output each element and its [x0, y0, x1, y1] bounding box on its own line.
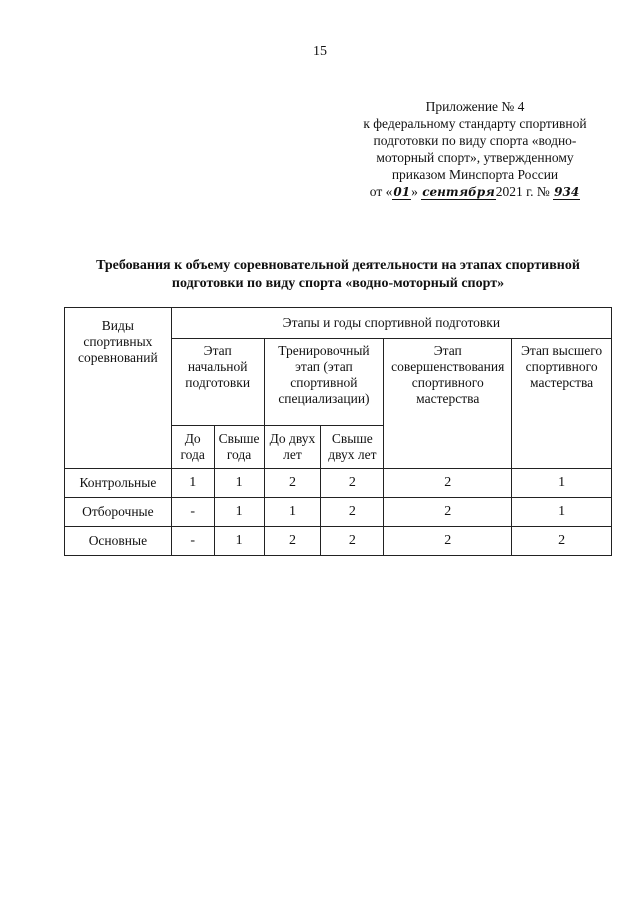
- row-label: Отборочные: [65, 498, 172, 527]
- table-cell: 2: [321, 527, 384, 556]
- table-cell: 1: [214, 498, 264, 527]
- table-cell: 2: [321, 498, 384, 527]
- table-cell: 2: [384, 498, 512, 527]
- appendix-line-4: моторный спорт», утвержденному: [376, 150, 574, 165]
- table-cell: 1: [214, 527, 264, 556]
- table-row: [65, 469, 612, 498]
- table-cell: 1: [512, 469, 612, 498]
- row-label: Основные: [65, 527, 172, 556]
- table-cell: 2: [512, 527, 612, 556]
- subheader-up-to-two-years: До двух лет: [264, 426, 321, 469]
- title-line-2: подготовки по виду спорта «водно-моторный спорт»: [171, 276, 505, 291]
- group-header: Этапы и годы спортивной подготовки: [171, 308, 611, 339]
- appendix-line-1: Приложение № 4: [425, 99, 525, 114]
- date-mid: »: [411, 184, 418, 199]
- handwritten-day: 01: [393, 185, 411, 199]
- table-cell: 1: [512, 498, 612, 527]
- table-cell: 2: [264, 527, 321, 556]
- appendix-line-2: к федеральному стандарту спортивной: [363, 116, 587, 131]
- stage-header-highest: Этап высшего спортивного мастерства: [512, 339, 612, 469]
- corner-header: Виды спортивных соревнований: [65, 308, 172, 469]
- handwritten-month: сентября: [422, 185, 495, 199]
- table-cell: 2: [321, 469, 384, 498]
- requirements-table: [64, 307, 612, 556]
- subheader-over-two-years: Свыше двух лет: [321, 426, 384, 469]
- subheader-up-to-year: До года: [171, 426, 214, 469]
- table-row: [65, 498, 612, 527]
- table-cell: 1: [264, 498, 321, 527]
- table-cell: 1: [214, 469, 264, 498]
- appendix-line-5: приказом Минспорта России: [391, 167, 559, 182]
- stage-header-initial: Этап начальной подготовки: [171, 339, 264, 426]
- year-text: 2021 г. №: [495, 184, 550, 199]
- page-number: 15: [313, 44, 327, 59]
- table-cell: -: [171, 498, 214, 527]
- table-cell: 2: [264, 469, 321, 498]
- table-cell: 2: [384, 469, 512, 498]
- order-date-line: [370, 183, 580, 201]
- table-row: [65, 527, 612, 556]
- document-title: [60, 257, 616, 293]
- table-cell: 2: [384, 527, 512, 556]
- appendix-line-3: подготовки по виду спорта «водно-: [373, 133, 577, 148]
- appendix-header: [340, 98, 610, 201]
- date-prefix: от «: [369, 184, 393, 199]
- header-row-1: [65, 308, 612, 339]
- table-cell: 1: [171, 469, 214, 498]
- row-label: Контрольные: [65, 469, 172, 498]
- stage-header-training: Тренировочный этап (этап спортивной специализации): [264, 339, 384, 426]
- stage-header-improvement: Этап совершенствования спортивного мастерства: [384, 339, 512, 469]
- subheader-over-year: Свыше года: [214, 426, 264, 469]
- title-line-1: Требования к объему соревновательной деятельности на этапах спортивной: [96, 258, 580, 273]
- handwritten-order-number: 934: [554, 185, 580, 199]
- table-cell: -: [171, 527, 214, 556]
